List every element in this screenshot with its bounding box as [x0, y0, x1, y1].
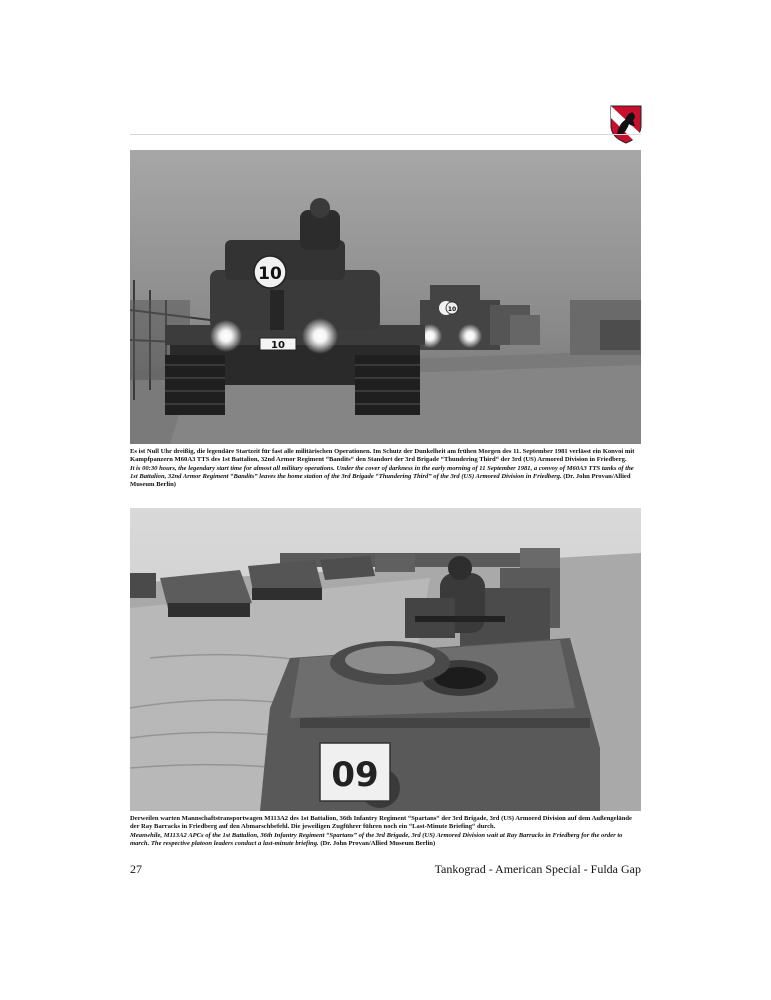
- caption-english: It is 00:30 hours, the legendary start time for almost all military operations. Under the cover of darkness in the early morning of 11 September 1981, a convoy of M60A3 TTS tanks of the 1st Battalion, 32nd Armor Regiment “Bandits” leaves the home station of the 3rd Brigade “Thundering Third” of the 3rd (US) Armored Division in Friedberg.: [130, 464, 634, 480]
- second-tank-number: 10: [447, 306, 457, 313]
- vehicle-number: 09: [331, 755, 379, 795]
- hull-number: 10: [271, 340, 285, 351]
- caption-german: Derweilen warten Mannschaftstransportwagen M113A2 des 1st Battalion, 36th Infantry Regiment “Spartans“ der 3rd Brigade, 3rd (US) Armored Division auf dem Außengelände der Ray Barracks in Friedberg auf den Abmarschbefehl. Die jeweiligen Zugführer führen noch ein “Last-Minute Briefing“ durch.: [130, 815, 632, 831]
- caption-english: Meanwhile, M113A2 APCs of the 1st Battalion, 36th Infantry Regiment “Spartans” of the 3rd Brigade, 3rd (US) Armored Division wait at Ray Barracks in Friedberg for the order to march. The respective platoon leaders conduct a last-minute briefing.: [130, 831, 623, 847]
- header-rule: [130, 134, 641, 135]
- photo1-caption: [130, 448, 641, 489]
- turret-number: 10: [258, 264, 282, 284]
- tank-convoy-photo: [130, 150, 641, 444]
- blackhorse-shield-icon: [609, 104, 643, 144]
- photo-credit: (Dr. John Provan/Allied Museum Berlin): [320, 839, 436, 847]
- photo-credit: (Dr. John Provan/Allied Museum Berlin): [130, 472, 631, 489]
- caption-german: Es ist Null Uhr dreißig, die legendäre Startzeit für fast alle militärischen Operationen. Im Schutz der Dunkelheit am frühen Morgen des 11. September 1981 verlässt ein Konvoi mit Kampfpanzern M60A3 TTS des 1st Battalion, 32nd Armor Regiment “Bandits“ den Standort der 3rd Brigade “Thundering Third“ der 3rd (US) Armored Division in Friedberg.: [130, 448, 635, 464]
- running-title: Tankograd - American Special - Fulda Gap: [434, 862, 641, 876]
- page-number: 27: [130, 862, 142, 876]
- photo2-caption: [130, 815, 641, 848]
- apc-column-photo: [130, 508, 641, 811]
